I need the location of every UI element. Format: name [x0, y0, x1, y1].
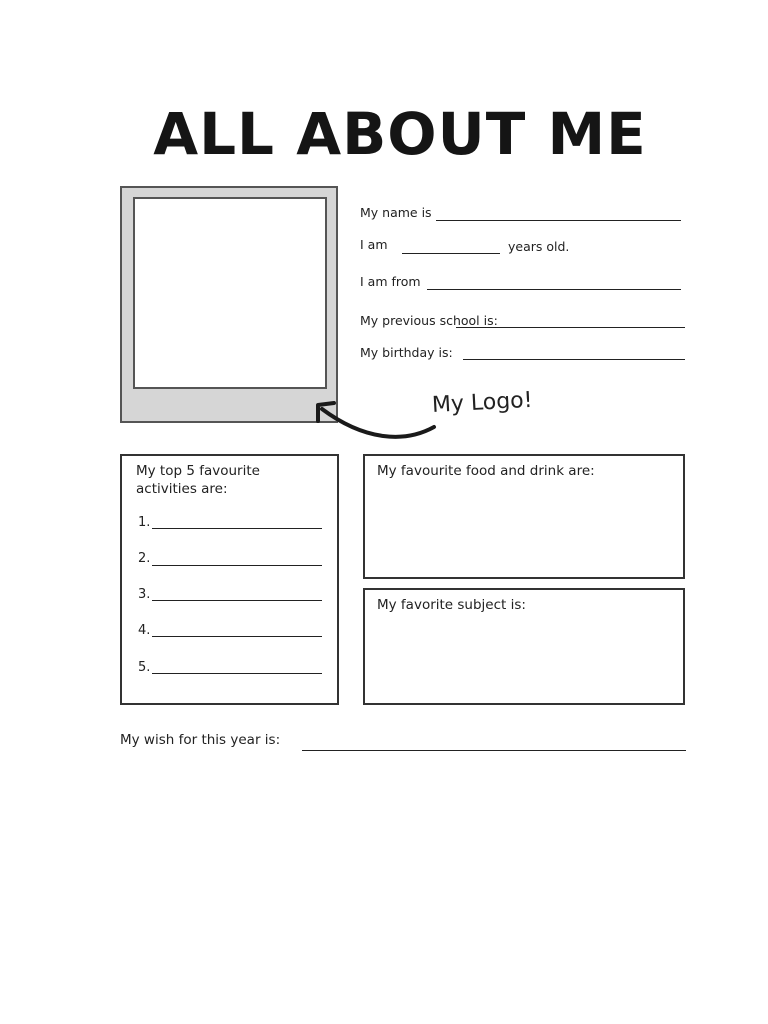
school-field[interactable] [456, 327, 685, 328]
activity-field-5[interactable] [152, 673, 322, 674]
wish-label: My wish for this year is: [120, 732, 281, 748]
from-field[interactable] [427, 289, 681, 290]
activity-field-4[interactable] [152, 636, 322, 637]
activities-heading-line1: My top 5 favourite [136, 463, 260, 479]
activity-number: 2. [138, 551, 151, 566]
name-label: My name is [360, 205, 432, 220]
activity-field-1[interactable] [152, 528, 322, 529]
activity-number: 1. [138, 515, 151, 530]
photo-area[interactable] [133, 197, 327, 389]
food-drink-label: My favourite food and drink are: [377, 463, 595, 479]
age-label: I am [360, 237, 388, 252]
name-field[interactable] [436, 220, 681, 221]
page-title: ALL ABOUT ME [153, 100, 647, 168]
age-suffix: years old. [508, 239, 570, 254]
birthday-label: My birthday is: [360, 345, 453, 360]
activity-number: 4. [138, 623, 151, 638]
activity-number: 3. [138, 587, 151, 602]
activities-heading-line2: activities are: [136, 481, 228, 497]
activity-field-3[interactable] [152, 600, 322, 601]
logo-callout: My Logo! [431, 387, 534, 418]
birthday-field[interactable] [463, 359, 685, 360]
wish-field[interactable] [302, 750, 686, 751]
curved-arrow-icon [310, 395, 440, 445]
subject-label: My favorite subject is: [377, 597, 526, 613]
activity-field-2[interactable] [152, 565, 322, 566]
activity-number: 5. [138, 660, 151, 675]
from-label: I am from [360, 274, 421, 289]
photo-frame [120, 186, 338, 423]
school-label: My previous school is: [360, 313, 498, 328]
age-field[interactable] [402, 253, 500, 254]
